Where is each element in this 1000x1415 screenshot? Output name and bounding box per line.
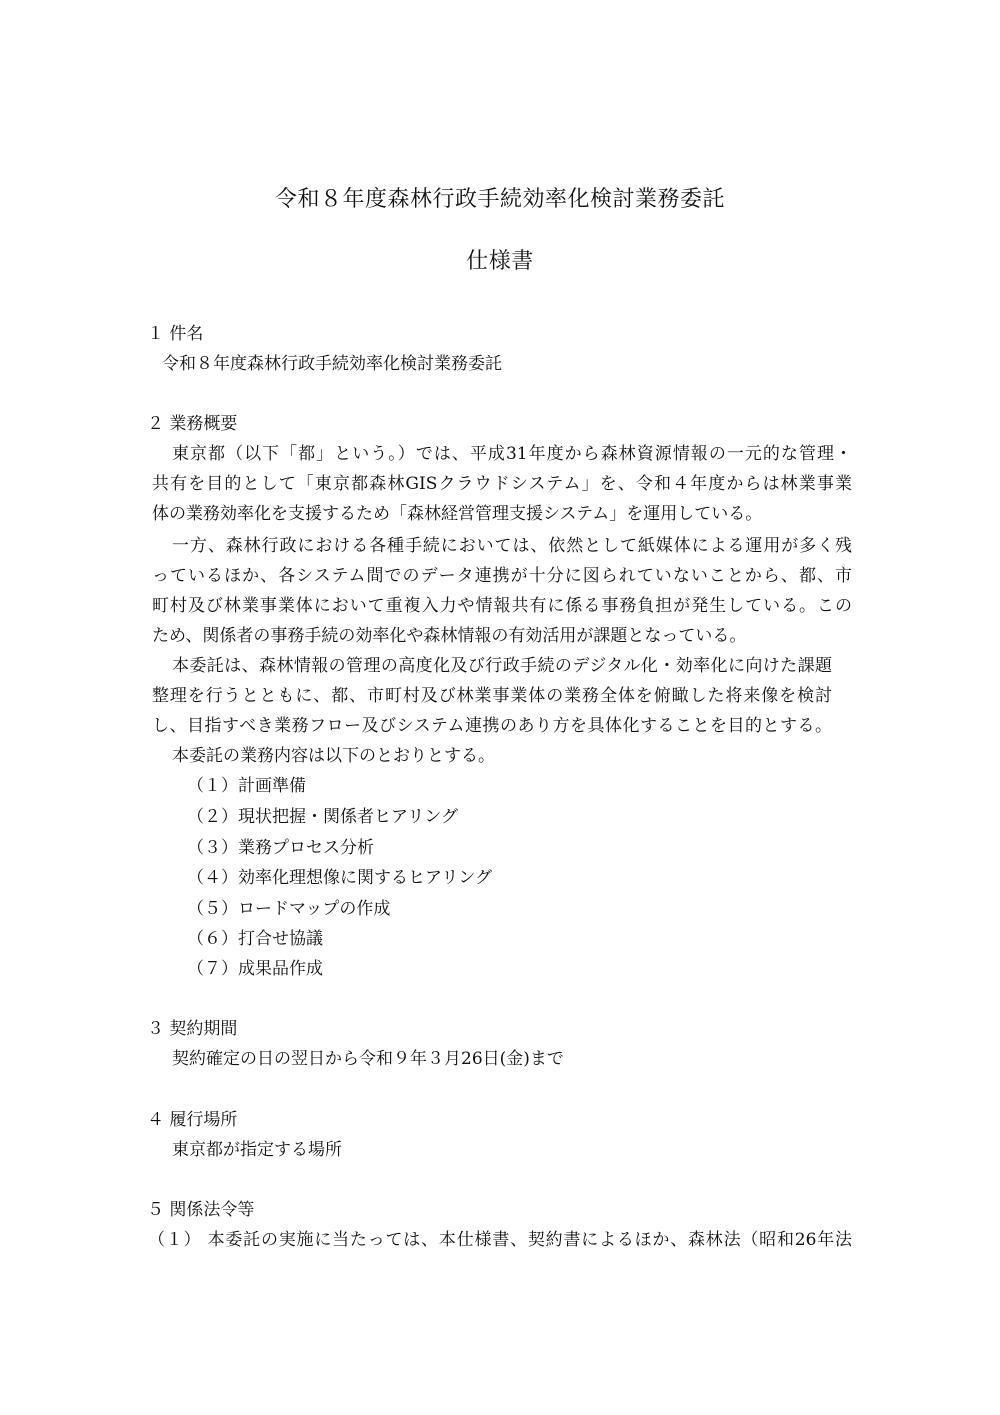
paragraph-line: 整理を行うとともに、都、市町村及び林業事業体の業務全体を俯瞰した将来像を検討 bbox=[152, 686, 832, 706]
section-body: 契約確定の日の翌日から令和９年３月26日(金)まで bbox=[172, 1049, 564, 1069]
paragraph-line: 町村及び林業事業体において重複入力や情報共有に係る事務負担が発生している。この bbox=[152, 596, 852, 616]
document-subtitle: 仕様書 bbox=[466, 249, 534, 274]
paragraph-line: 東京都（以下「都」という。）では、平成31年度から森林資源情報の一元的な管理・ bbox=[172, 444, 852, 464]
section-heading: ５ 関係法令等 bbox=[147, 1200, 255, 1220]
section-body: （１） 本委託の実施に当たっては、本仕様書、契約書によるほか、森林法（昭和26年法 bbox=[148, 1230, 852, 1250]
paragraph-line: 一方、森林行政における各種手続においては、依然として紙媒体による運用が多く残 bbox=[172, 536, 852, 556]
list-item: （４）効率化理想像に関するヒアリング bbox=[187, 868, 492, 888]
paragraph-line: 共有を目的として「東京都森林GISクラウドシステム」を、令和４年度からは林業事業 bbox=[152, 474, 852, 494]
paragraph-line: 体の業務効率化を支援するため「森林経営管理支援システム」を運用している。 bbox=[152, 504, 763, 524]
section-heading: ４ 履行場所 bbox=[147, 1110, 238, 1130]
section-heading: ３ 契約期間 bbox=[147, 1019, 238, 1039]
paragraph-line: 本委託の業務内容は以下のとおりとする。 bbox=[172, 746, 495, 766]
paragraph-line: っているほか、各システム間でのデータ連携が十分に図られていないことから、都、市 bbox=[152, 566, 852, 586]
paragraph-line: し、目指すべき業務フロー及びシステム連携のあり方を具体化することを目的とする。 bbox=[152, 716, 832, 736]
section-heading: ２ 業務概要 bbox=[147, 414, 238, 434]
list-item: （５）ロードマップの作成 bbox=[187, 899, 391, 919]
section-heading: １ 件名 bbox=[147, 324, 204, 344]
section-body: 令和８年度森林行政手続効率化検討業務委託 bbox=[162, 354, 502, 374]
list-item: （２）現状把握・関係者ヒアリング bbox=[187, 807, 458, 827]
paragraph-line: 本委託は、森林情報の管理の高度化及び行政手続のデジタル化・効率化に向けた課題 bbox=[172, 656, 832, 676]
list-item: （１）計画準備 bbox=[187, 776, 306, 796]
list-item: （７）成果品作成 bbox=[187, 959, 323, 979]
document-title: 令和８年度森林行政手続効率化検討業務委託 bbox=[274, 187, 725, 212]
list-item: （３）業務プロセス分析 bbox=[187, 838, 374, 858]
paragraph-line: ため、関係者の事務手続の効率化や森林情報の有効活用が課題となっている。 bbox=[152, 626, 747, 646]
list-item: （６）打合せ協議 bbox=[187, 929, 323, 949]
section-body: 東京都が指定する場所 bbox=[172, 1140, 342, 1160]
